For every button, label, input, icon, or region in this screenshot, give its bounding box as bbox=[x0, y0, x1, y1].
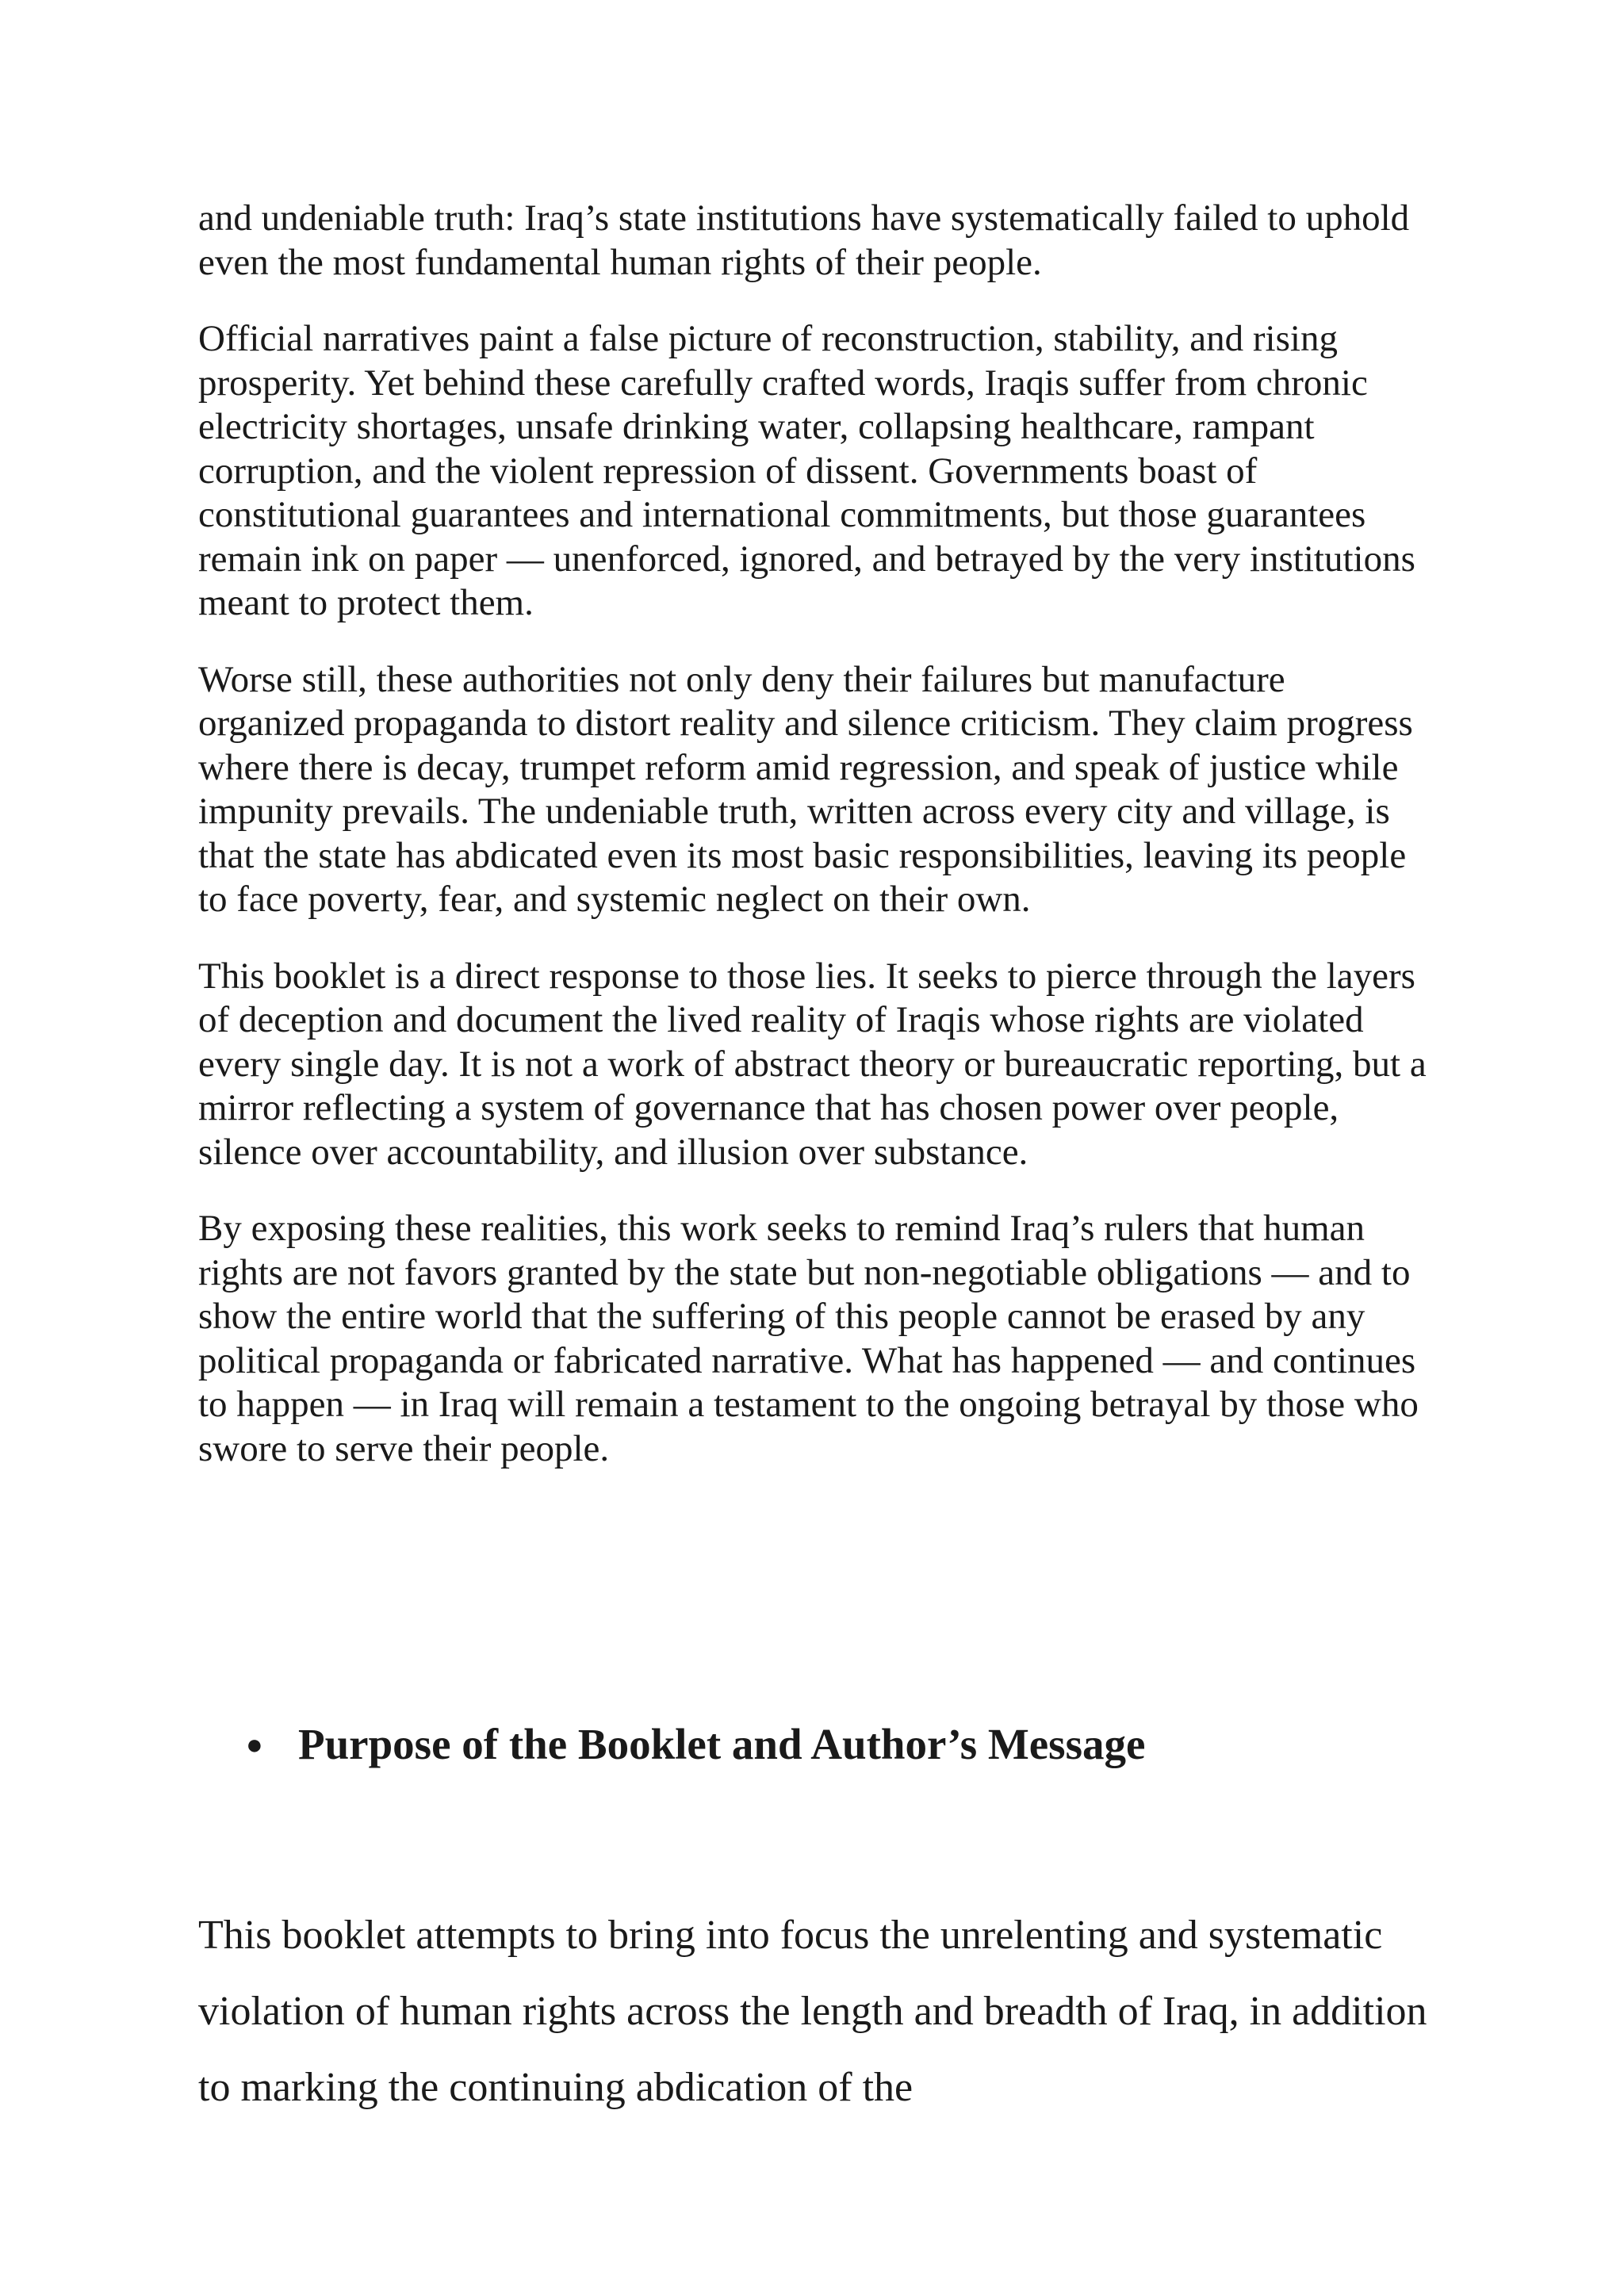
paragraph-5: By exposing these realities, this work seeks to remind Iraq’s rulers that human rights are not favors granted by the state but non-negotiable obligations — and to show the entire world that the suffering of this people cannot be erased by any political propaganda or fabricated narrative. What has happened — and continues to happen — in Iraq will remain a testament to the ongoing betrayal by those who swore to serve their people. bbox=[198, 1208, 1419, 1469]
paragraph-2: Official narratives paint a false picture of reconstruction, stability, and rising prosperity. Yet behind these carefully crafted words, Iraqis suffer from chronic electricity shortages, unsafe drinking water, collapsing healthcare, rampant corruption, and the violent repression of dissent. Governments boast of constitutional guarantees and international commitments, but those guarantees remain ink on paper — unenforced, ignored, and betrayed by the very institutions meant to protect them. bbox=[198, 318, 1415, 623]
paragraph-3: Worse still, these authorities not only deny their failures but manufacture organized propaganda to distort reality and silence criticism. They claim progress where there is decay, trumpet reform amid regression, and speak of justice while impunity prevails. The undeniable truth, written across every city and village, is that the state has abdicated even its most basic responsibilities, leaving its people to face poverty, fear, and systemic neglect on their own. bbox=[198, 658, 1413, 920]
section-heading-text: Purpose of the Booklet and Author’s Message bbox=[298, 1720, 1146, 1768]
section-heading bbox=[246, 1719, 1435, 1770]
bullet-icon: ● bbox=[246, 1729, 263, 1760]
section-intro-paragraph: This booklet attempts to bring into focus the unrelenting and systematic violation of human rights across the length and breadth of Iraq, in addition to marking the continuing abdication of the bbox=[198, 1913, 1427, 2110]
paragraph-4: This booklet is a direct response to those lies. It seeks to pierce through the layers of deception and document the lived reality of Iraqis whose rights are violated every single day. It is not a work of abstract theory or bureaucratic reporting, but a mirror reflecting a system of governance that has chosen power over people, silence over accountability, and illusion over substance. bbox=[198, 955, 1427, 1173]
section-intro bbox=[198, 1898, 1451, 2126]
body-text bbox=[198, 197, 1435, 1503]
paragraph-1: and undeniable truth: Iraq’s state institutions have systematically failed to uphold even the most fundamental human rights of their people. bbox=[198, 197, 1410, 283]
